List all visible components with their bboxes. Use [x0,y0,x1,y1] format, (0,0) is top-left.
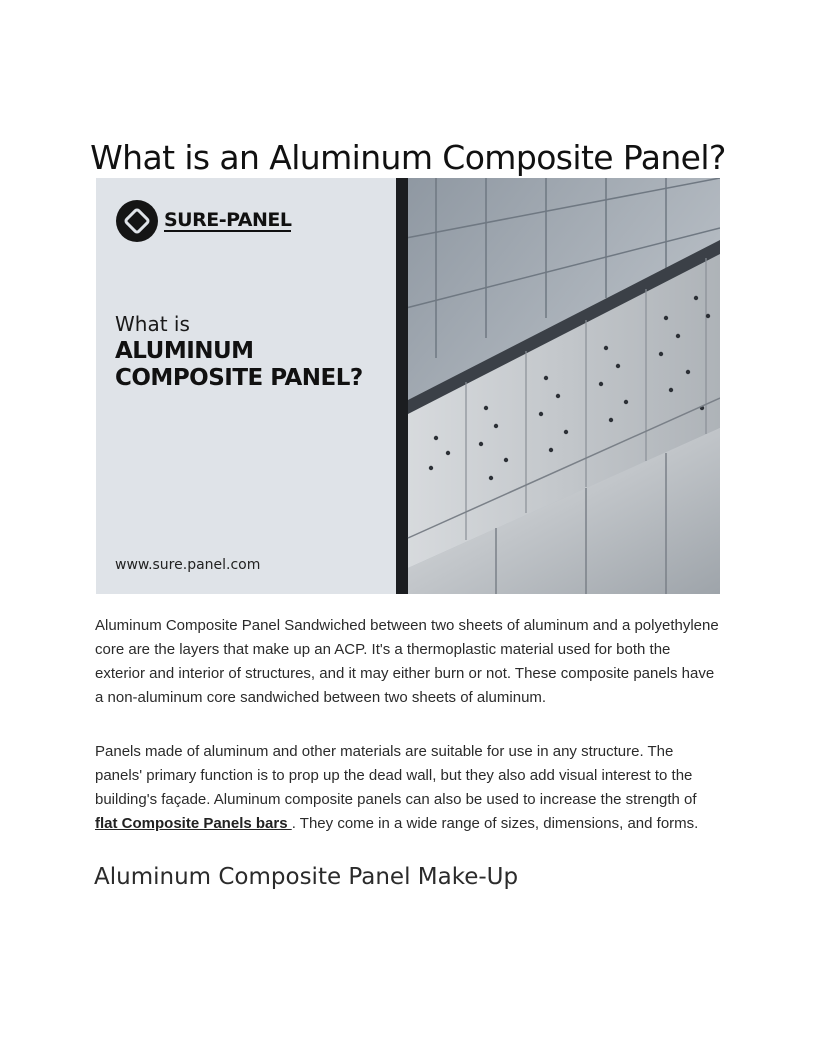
brand-name: SURE-PANEL [164,209,292,231]
hero-image [96,178,720,594]
facade-illustration [396,178,720,594]
hero-headline-line1: ALUMINUM [115,338,254,364]
flat-composite-panels-link[interactable]: flat Composite Panels bars [95,815,292,832]
brand-logo [116,200,291,242]
logo-icon [116,200,158,242]
building-facade-photo [396,178,720,594]
hero-what-is: What is [115,312,190,336]
section-heading: Aluminum Composite Panel Make-Up [94,864,519,890]
paragraph-uses-text: Panels made of aluminum and other materials are suitable for use in any structure. The panels' primary function is to prop up the dead wall, but they also add visual interest to the building's façade. Aluminum composite panels can also be used to increase the strength of [95,743,697,808]
hero-url: www.sure.panel.com [115,557,261,573]
hero-text-area [96,178,396,594]
paragraph-uses-text-end: . They come in a wide range of sizes, dimensions, and forms. [291,815,699,832]
hero-headline-line2: COMPOSITE PANEL? [115,365,363,391]
paragraph-uses [95,740,721,836]
paragraph-intro: Aluminum Composite Panel Sandwiched between two sheets of aluminum and a polyethylene core are the layers that make up an ACP. It's a thermoplastic material used for both the exterior and interior of structures, and it may either burn or not. These composite panels have a non-aluminum core sandwiched between two sheets of aluminum. [95,617,719,706]
page-title: What is an Aluminum Composite Panel? [90,138,726,177]
